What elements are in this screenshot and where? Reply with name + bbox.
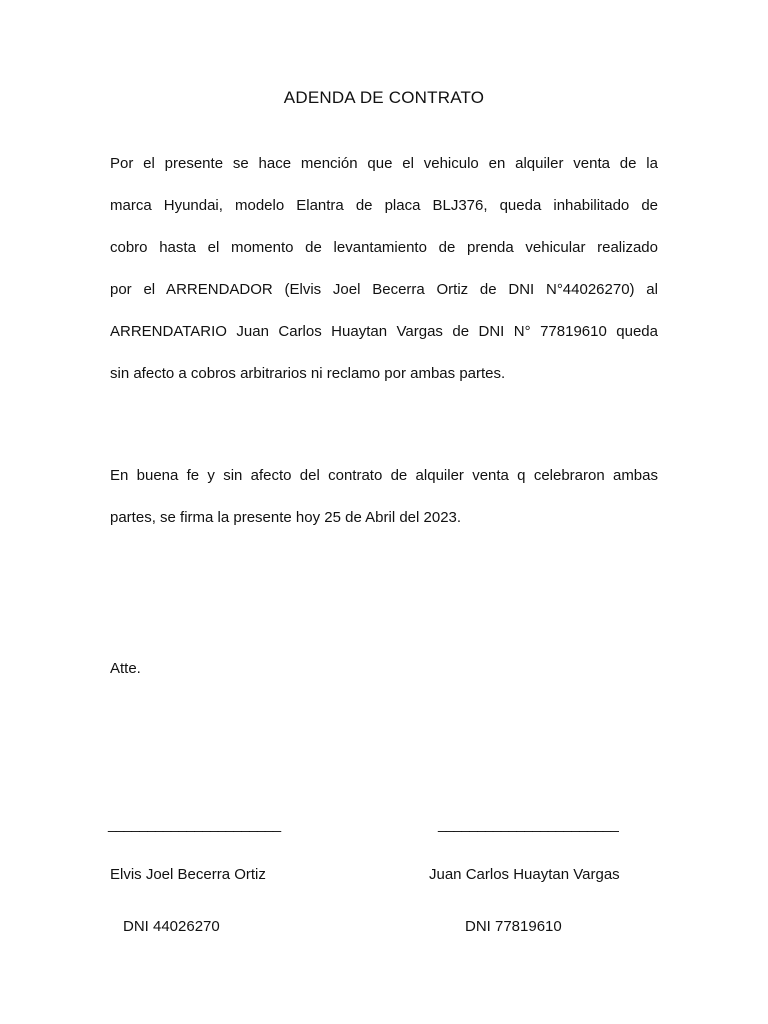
signature-line-right: _______________________ bbox=[438, 816, 619, 833]
paragraph-line: sin afecto a cobros arbitrarios ni reclamo por ambas partes. bbox=[110, 365, 506, 382]
signer-name-left: Elvis Joel Becerra Ortiz bbox=[110, 866, 266, 883]
paragraph-line: marca Hyundai, modelo Elantra de placa BLJ376, queda inhabilitado de bbox=[110, 197, 658, 214]
closing-text: Atte. bbox=[110, 660, 141, 677]
document-title: ADENDA DE CONTRATO bbox=[283, 88, 485, 107]
paragraph-line: partes, se firma la presente hoy 25 de Abril del 2023. bbox=[110, 509, 462, 526]
paragraph-line: por el ARRENDADOR (Elvis Joel Becerra Ortiz de DNI N°44026270) al bbox=[110, 281, 658, 298]
signer-dni-right: DNI 77819610 bbox=[465, 918, 562, 935]
paragraph-signing bbox=[110, 465, 658, 549]
paragraph-line: Por el presente se hace mención que el vehiculo en alquiler venta de la bbox=[110, 155, 658, 172]
signer-name-right: Juan Carlos Huaytan Vargas bbox=[429, 866, 620, 883]
signer-dni-left: DNI 44026270 bbox=[123, 918, 220, 935]
signature-line-left: ______________________ bbox=[108, 816, 281, 833]
paragraph-line: ARRENDATARIO Juan Carlos Huaytan Vargas de DNI N° 77819610 queda bbox=[110, 323, 658, 340]
paragraph-line: cobro hasta el momento de levantamiento de prenda vehicular realizado bbox=[110, 239, 658, 256]
paragraph-terms bbox=[110, 153, 658, 405]
paragraph-line: En buena fe y sin afecto del contrato de alquiler venta q celebraron ambas bbox=[110, 467, 658, 484]
